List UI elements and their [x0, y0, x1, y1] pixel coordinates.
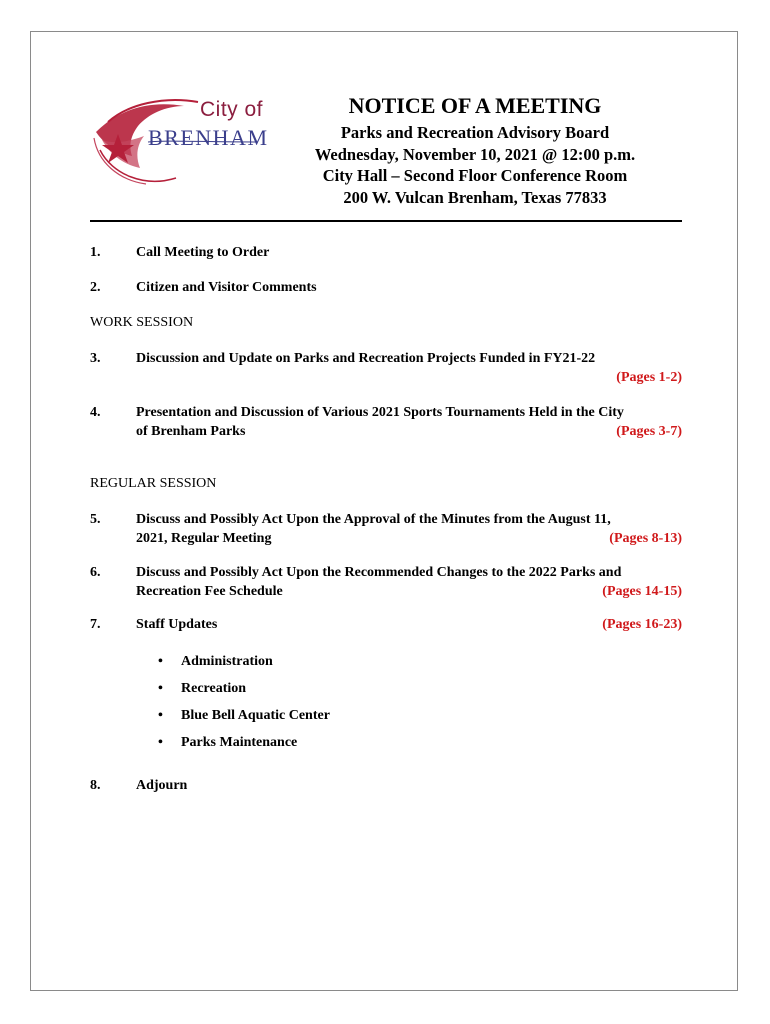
bullet-icon: • — [158, 654, 163, 669]
list-item-label: Parks Maintenance — [181, 735, 298, 750]
notice-title: NOTICE OF A MEETING — [348, 93, 602, 118]
item-pages: (Pages 8-13) — [609, 531, 682, 546]
item-number: 3. — [90, 351, 101, 366]
item-text: Discussion and Update on Parks and Recreation Projects Funded in FY21-22 — [136, 351, 596, 366]
bullet-icon: • — [158, 708, 163, 723]
item-text: Staff Updates — [136, 617, 218, 632]
meeting-datetime: Wednesday, November 10, 2021 @ 12:00 p.m. — [314, 144, 636, 164]
item-text-line2: 2021, Regular Meeting — [136, 531, 272, 546]
meeting-header — [290, 92, 660, 208]
item-pages: (Pages 16-23) — [602, 617, 682, 632]
item-text: Citizen and Visitor Comments — [136, 280, 317, 295]
bullet-icon: • — [158, 735, 163, 750]
item-pages: (Pages 14-15) — [602, 584, 682, 599]
agenda-item-3 — [90, 349, 682, 389]
logo-city-text: City of — [200, 98, 264, 121]
item-text: Call Meeting to Order — [136, 245, 270, 260]
item-number: 7. — [90, 617, 101, 632]
item-pages: (Pages 1-2) — [616, 370, 682, 385]
item-pages: (Pages 3-7) — [616, 424, 682, 439]
bullet-icon: • — [158, 681, 163, 696]
agenda-item-5 — [90, 510, 682, 550]
item-number: 2. — [90, 280, 101, 295]
item-number: 6. — [90, 565, 101, 580]
item-text-line2: of Brenham Parks — [136, 424, 246, 439]
item-text-line1: Presentation and Discussion of Various 2021 Sports Tournaments Held in the City — [136, 405, 624, 420]
work-session-heading: WORK SESSION — [90, 315, 194, 330]
item-number: 4. — [90, 405, 101, 420]
meeting-location: City Hall – Second Floor Conference Room — [322, 166, 628, 185]
agenda-item-6 — [90, 563, 682, 603]
meeting-address: 200 W. Vulcan Brenham, Texas 77833 — [343, 187, 607, 207]
item-text-line1: Discuss and Possibly Act Upon the Recommended Changes to the 2022 Parks and — [136, 565, 622, 580]
board-name: Parks and Recreation Advisory Board — [340, 123, 610, 142]
list-item-label: Administration — [181, 654, 273, 669]
agenda-item-4 — [90, 403, 682, 443]
item-text: Adjourn — [136, 778, 188, 793]
item-number: 5. — [90, 512, 101, 527]
regular-session-heading: REGULAR SESSION — [90, 476, 217, 491]
city-of-brenham-logo — [88, 92, 269, 192]
item-number: 1. — [90, 245, 101, 260]
item-number: 8. — [90, 778, 101, 793]
list-item-label: Recreation — [181, 681, 247, 696]
item-text-line1: Discuss and Possibly Act Upon the Approval of the Minutes from the August 11, — [136, 512, 611, 527]
item-text-line2: Recreation Fee Schedule — [136, 584, 283, 599]
header-divider — [90, 220, 682, 222]
logo-brenham-text: BRENHAM — [148, 125, 269, 150]
list-item-label: Blue Bell Aquatic Center — [181, 708, 330, 723]
